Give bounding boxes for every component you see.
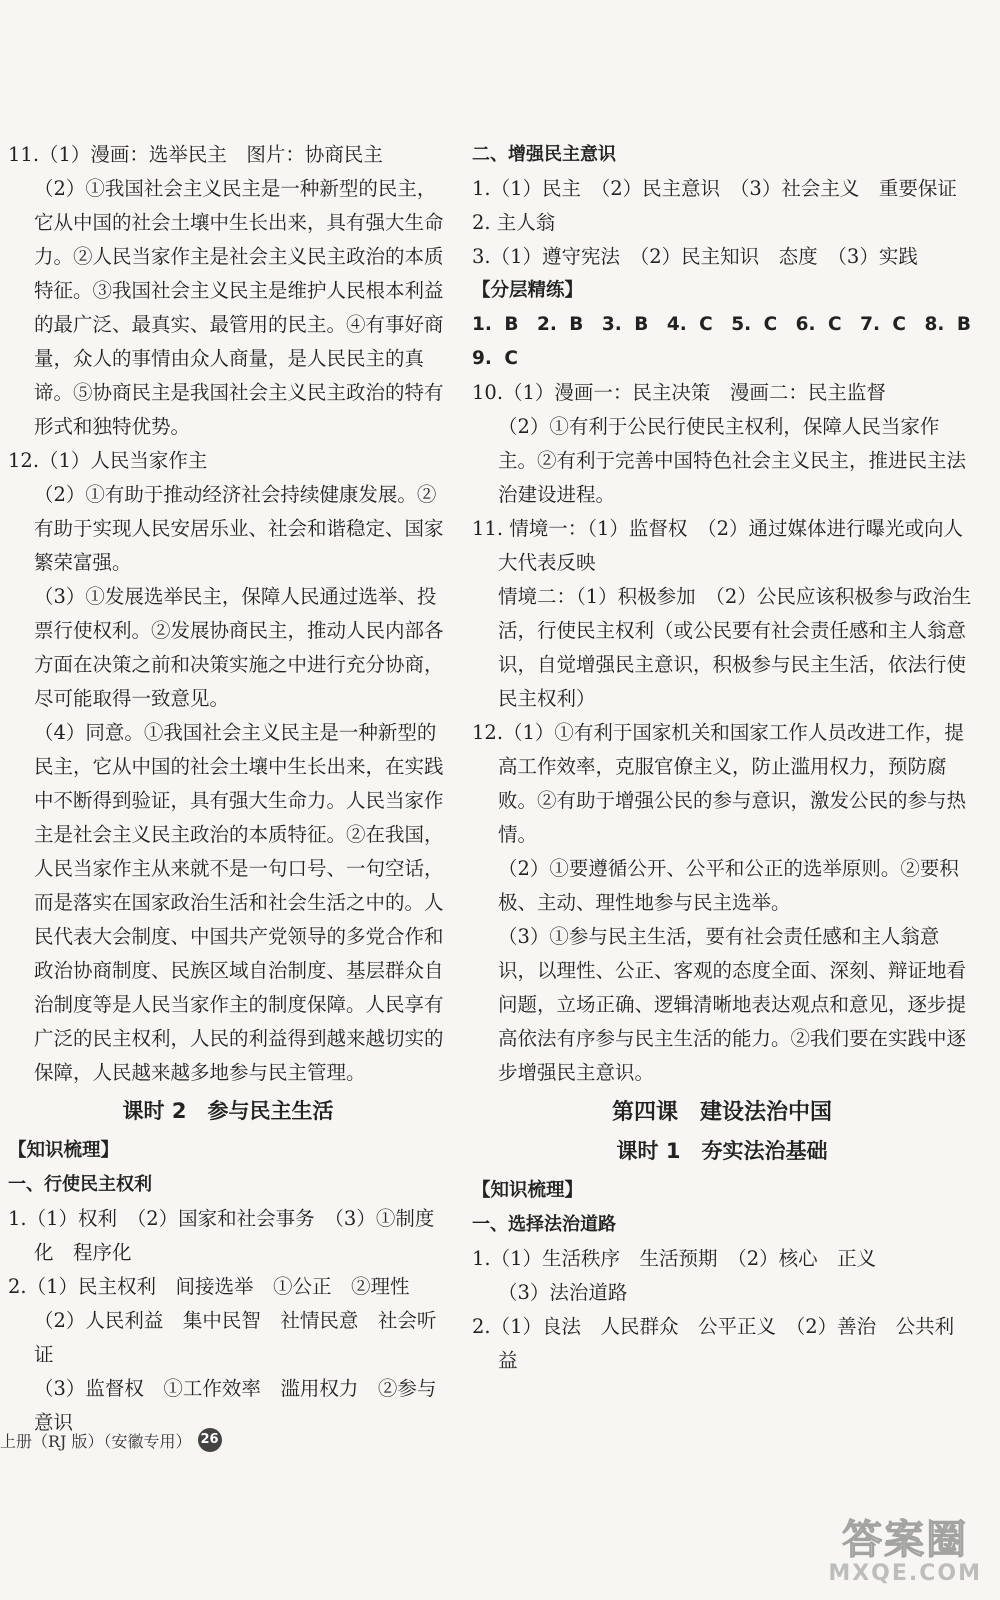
chapter-title: 第四课 建设法治中国 xyxy=(611,1100,832,1125)
awareness-item-3: 3.（1）遵守宪法 （2）民主知识 态度 （3）实践 xyxy=(472,245,918,268)
watermark-url: MXQE.COM xyxy=(828,1561,982,1586)
right-column xyxy=(472,138,972,1378)
watermark-logo xyxy=(828,1519,982,1586)
left-column xyxy=(8,138,448,1440)
q11-situation1: 11. 情境一：（1）监督权 （2）通过媒体进行曝光或向人大代表反映 xyxy=(472,517,964,574)
q11-situation2: 情境二：（1）积极参加 （2）公民应该积极参与政治生活，行使民主权利（或公民要有社会责任感和主人翁意识，自觉增强民主意识，积极参与民主生活，依法行使民主权利） xyxy=(498,585,972,710)
law-item-2: 2.（1）良法 人民群众 公平正义 （2）善治 公共利益 xyxy=(472,1315,955,1372)
law-item-1b: （3）法治道路 xyxy=(498,1281,628,1304)
q12-part4: （4）同意。①我国社会主义民主是一种新型的民主，它从中国的社会土壤中生长出来，在实践中不断得到验证，具有强大生命力。人民当家作主是社会主义民主政治的本质特征。②在我国，人民当家作主从来就不是一句口号、一句空话，而是落实在国家政治生活和社会生活之中的。人民代表大会制度、中国共产党领导的多党合作和政治协商制度、民族区域自治制度、基层群众自治制度等是人民当家作主的制度保障。人民享有广泛的民主权利，人民的利益得到越来越切实的保障，人民越来越多地参与民主管理。 xyxy=(34,721,444,1084)
lesson1-title: 课时 1 夯实法治基础 xyxy=(616,1139,828,1163)
q12-part2: （2）①有助于推动经济社会持续健康发展。②有助于实现人民安居乐业、社会和谐稳定、国家繁荣富强。 xyxy=(34,483,444,574)
q12-line1: 12.（1）人民当家作主 xyxy=(8,449,208,472)
q12-right-part3: （3）①参与民主生活，要有社会责任感和主人翁意识，以理性、公正、客观的态度全面、深刻、辩证地看问题，立场正确、逻辑清晰地表达观点和意见，逐步提高依法有序参与民主生活的能力。②我们要在实践中逐步增强民主意识。 xyxy=(498,925,967,1084)
section-exercise-rights: 一、行使民主权利 xyxy=(8,1174,152,1195)
law-item-1: 1.（1）生活秩序 生活预期 （2）核心 正义 xyxy=(472,1247,877,1270)
choice-answers-2: 9. C xyxy=(472,348,518,369)
knowledge-label-left: 【知识梳理】 xyxy=(8,1140,120,1161)
q12-right-part2: （2）①要遵循公开、公平和公正的选举原则。②要积极、主动、理性地参与民主选举。 xyxy=(498,857,959,914)
section-rule-of-law: 一、选择法治道路 xyxy=(472,1214,616,1235)
knowledge-item-2b: （2）人民利益 集中民智 社情民意 社会听证 xyxy=(34,1309,437,1366)
q12-part3: （3）①发展选举民主，保障人民通过选举、投票行使权利。②发展协商民主，推动人民内部各方面在决策之前和决策实施之中进行充分协商，尽可能取得一致意见。 xyxy=(34,585,444,710)
lesson2-title: 课时 2 参与民主生活 xyxy=(122,1099,334,1123)
q11-part2: （2）①我国社会主义民主是一种新型的民主，它从中国的社会土壤中生长出来，具有强大生命力。②人民当家作主是社会主义民主政治的本质特征。③我国社会主义民主是维护人民根本利益的最广泛、最真实、最管用的民主。④有事好商量，众人的事情由众人商量，是人民民主的真谛。⑤协商民主是我国社会主义民主政治的特有形式和独特优势。 xyxy=(34,177,444,438)
choice-answers-1: 1. B 2. B 3. B 4. C 5. C 6. C 7. C 8. B xyxy=(472,314,971,335)
watermark-title: 答案圈 xyxy=(842,1517,969,1563)
book-edition: 上册（RJ 版）（安徽专用） xyxy=(0,1431,192,1451)
knowledge-item-1: 1.（1）权利 （2）国家和社会事务 （3）①制度化 程序化 xyxy=(8,1207,435,1264)
q12-right-part1: 12.（1）①有利于国家机关和国家工作人员改进工作，提高工作效率，克服官僚主义，防止滥用权力，预防腐败。②有助于增强公民的参与意识，激发公民的参与热情。 xyxy=(472,721,967,846)
q10-line1: 10.（1）漫画一：民主决策 漫画二：民主监督 xyxy=(472,381,886,404)
q10-part2: （2）①有利于公民行使民主权利，保障人民当家作主。②有利于完善中国特色社会主义民主，推进民主法治建设进程。 xyxy=(498,415,967,506)
knowledge-label-right: 【知识梳理】 xyxy=(472,1180,584,1201)
page-number: 26 xyxy=(198,1428,222,1452)
awareness-item-1: 1.（1）民主 （2）民主意识 （3）社会主义 重要保证 xyxy=(472,177,957,200)
knowledge-item-2: 2.（1）民主权利 间接选举 ①公正 ②理性 xyxy=(8,1275,410,1298)
page-footer xyxy=(0,1428,222,1452)
section-enhance-awareness: 二、增强民主意识 xyxy=(472,144,616,165)
q11-line1: 11.（1）漫画：选举民主 图片：协商民主 xyxy=(8,143,383,166)
knowledge-item-2c: （3）监督权 ①工作效率 滥用权力 ②参与意识 xyxy=(34,1377,437,1434)
practice-label: 【分层精练】 xyxy=(472,280,584,301)
awareness-item-2: 2. 主人翁 xyxy=(472,211,556,234)
